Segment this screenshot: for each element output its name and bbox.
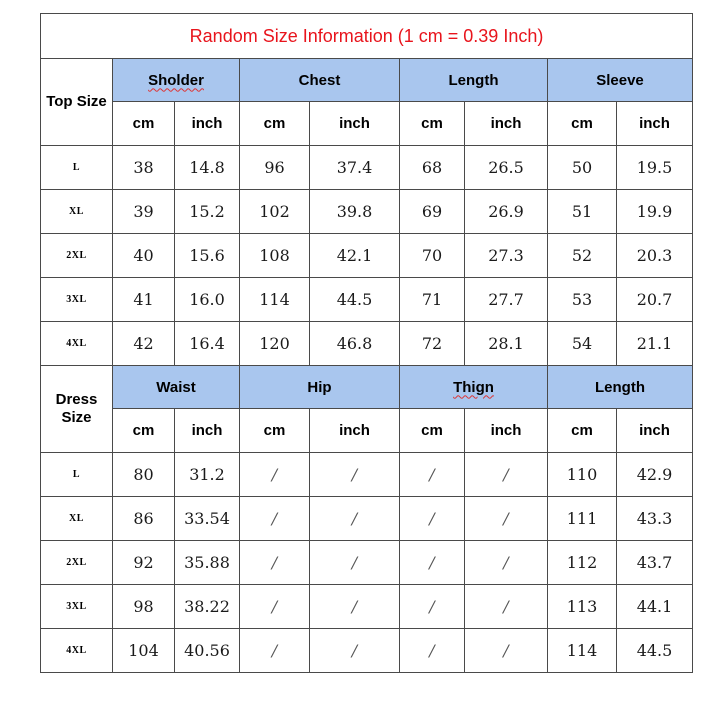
measurement-cell: 40 [113,234,175,278]
measurement-cell: 110 [548,453,617,497]
dress-size-row [41,629,693,673]
measurement-cell: 27.3 [465,234,548,278]
unit-cm-label: cm [400,409,465,453]
unit-inch-label: inch [465,102,548,146]
measurement-cell: 53 [548,278,617,322]
unit-inch-label: inch [175,102,240,146]
measurement-cell: / [400,453,465,497]
size-label: XL [41,497,113,541]
size-label: 3XL [41,278,113,322]
measurement-cell: 14.8 [175,146,240,190]
size-label: 4XL [41,322,113,366]
measurement-cell: 37.4 [310,146,400,190]
measurement-cell: 98 [113,585,175,629]
measurement-cell: 70 [400,234,465,278]
measurement-cell: 16.4 [175,322,240,366]
size-label: 2XL [41,234,113,278]
dress-size-row [41,541,693,585]
dress-size-row [41,453,693,497]
measurement-cell: 15.2 [175,190,240,234]
measurement-cell: 102 [240,190,310,234]
top-column-header [548,59,693,102]
unit-cm-label: cm [240,409,310,453]
measurement-cell: 42 [113,322,175,366]
measurement-cell: / [465,453,548,497]
measurement-cell: 114 [548,629,617,673]
measurement-cell: 114 [240,278,310,322]
measurement-cell: / [240,497,310,541]
size-label: 2XL [41,541,113,585]
size-label: L [41,146,113,190]
measurement-cell: 43.3 [617,497,693,541]
measurement-cell: 112 [548,541,617,585]
measurement-cell: / [310,541,400,585]
dress-column-header-label: Thign [453,378,494,396]
measurement-cell: 68 [400,146,465,190]
measurement-cell: / [310,629,400,673]
dress-column-header-label: Length [595,378,645,396]
top-column-header [113,59,240,102]
measurement-cell: 108 [240,234,310,278]
dress-column-header [548,366,693,409]
top-size-row [41,190,693,234]
measurement-cell: 43.7 [617,541,693,585]
measurement-cell: 44.5 [310,278,400,322]
measurement-cell: 19.9 [617,190,693,234]
measurement-cell: / [400,629,465,673]
measurement-cell: 26.5 [465,146,548,190]
top-size-row [41,278,693,322]
measurement-cell: / [465,629,548,673]
size-label: 4XL [41,629,113,673]
dress-column-header-label: Hip [307,378,332,396]
unit-cm-label: cm [400,102,465,146]
dress-size-label: Dress Size [41,366,113,453]
unit-cm-label: cm [113,102,175,146]
measurement-cell: 44.1 [617,585,693,629]
measurement-cell: 80 [113,453,175,497]
measurement-cell: / [465,585,548,629]
unit-cm-label: cm [113,409,175,453]
measurement-cell: 72 [400,322,465,366]
top-column-header-label: Chest [298,71,341,89]
measurement-cell: 44.5 [617,629,693,673]
top-column-header-label: Sholder [148,71,204,89]
measurement-cell: 41 [113,278,175,322]
measurement-cell: 104 [113,629,175,673]
measurement-cell: / [310,497,400,541]
top-column-header [240,59,400,102]
size-label: L [41,453,113,497]
measurement-cell: / [240,541,310,585]
measurement-cell: / [465,541,548,585]
top-size-label: Top Size [41,59,113,146]
measurement-cell: 113 [548,585,617,629]
measurement-cell: 69 [400,190,465,234]
measurement-cell: 28.1 [465,322,548,366]
measurement-cell: / [240,585,310,629]
size-label: 3XL [41,585,113,629]
top-size-row [41,322,693,366]
measurement-cell: 42.1 [310,234,400,278]
unit-inch-label: inch [175,409,240,453]
measurement-cell: 38 [113,146,175,190]
dress-column-header [113,366,240,409]
measurement-cell: 46.8 [310,322,400,366]
measurement-cell: / [400,541,465,585]
dress-column-header [400,366,548,409]
unit-cm-label: cm [240,102,310,146]
measurement-cell: / [400,585,465,629]
measurement-cell: 15.6 [175,234,240,278]
unit-cm-label: cm [548,409,617,453]
unit-inch-label: inch [617,102,693,146]
measurement-cell: 71 [400,278,465,322]
measurement-cell: 92 [113,541,175,585]
measurement-cell: 54 [548,322,617,366]
measurement-cell: / [465,497,548,541]
measurement-cell: 33.54 [175,497,240,541]
measurement-cell: 39.8 [310,190,400,234]
measurement-cell: 42.9 [617,453,693,497]
dress-column-header [240,366,400,409]
measurement-cell: 21.1 [617,322,693,366]
unit-inch-label: inch [310,409,400,453]
measurement-cell: 35.88 [175,541,240,585]
top-column-header-label: Length [448,71,499,89]
dress-size-row [41,497,693,541]
measurement-cell: 40.56 [175,629,240,673]
unit-cm-label: cm [548,102,617,146]
measurement-cell: 39 [113,190,175,234]
top-column-header [400,59,548,102]
measurement-cell: 26.9 [465,190,548,234]
measurement-cell: 20.7 [617,278,693,322]
measurement-cell: / [400,497,465,541]
dress-size-row [41,585,693,629]
unit-inch-label: inch [617,409,693,453]
top-size-row [41,234,693,278]
measurement-cell: 20.3 [617,234,693,278]
top-column-header-label: Sleeve [596,71,644,89]
measurement-cell: 96 [240,146,310,190]
measurement-cell: 51 [548,190,617,234]
dress-column-header-label: Waist [156,378,196,396]
measurement-cell: / [240,453,310,497]
measurement-cell: / [310,453,400,497]
measurement-cell: 27.7 [465,278,548,322]
measurement-cell: / [240,629,310,673]
top-size-row [41,146,693,190]
size-label: XL [41,190,113,234]
chart-title: Random Size Information (1 cm = 0.39 Inch) [41,14,693,59]
measurement-cell: / [310,585,400,629]
measurement-cell: 52 [548,234,617,278]
size-chart-table [40,13,693,673]
measurement-cell: 86 [113,497,175,541]
measurement-cell: 38.22 [175,585,240,629]
measurement-cell: 120 [240,322,310,366]
unit-inch-label: inch [465,409,548,453]
measurement-cell: 50 [548,146,617,190]
measurement-cell: 111 [548,497,617,541]
measurement-cell: 16.0 [175,278,240,322]
unit-inch-label: inch [310,102,400,146]
measurement-cell: 31.2 [175,453,240,497]
measurement-cell: 19.5 [617,146,693,190]
